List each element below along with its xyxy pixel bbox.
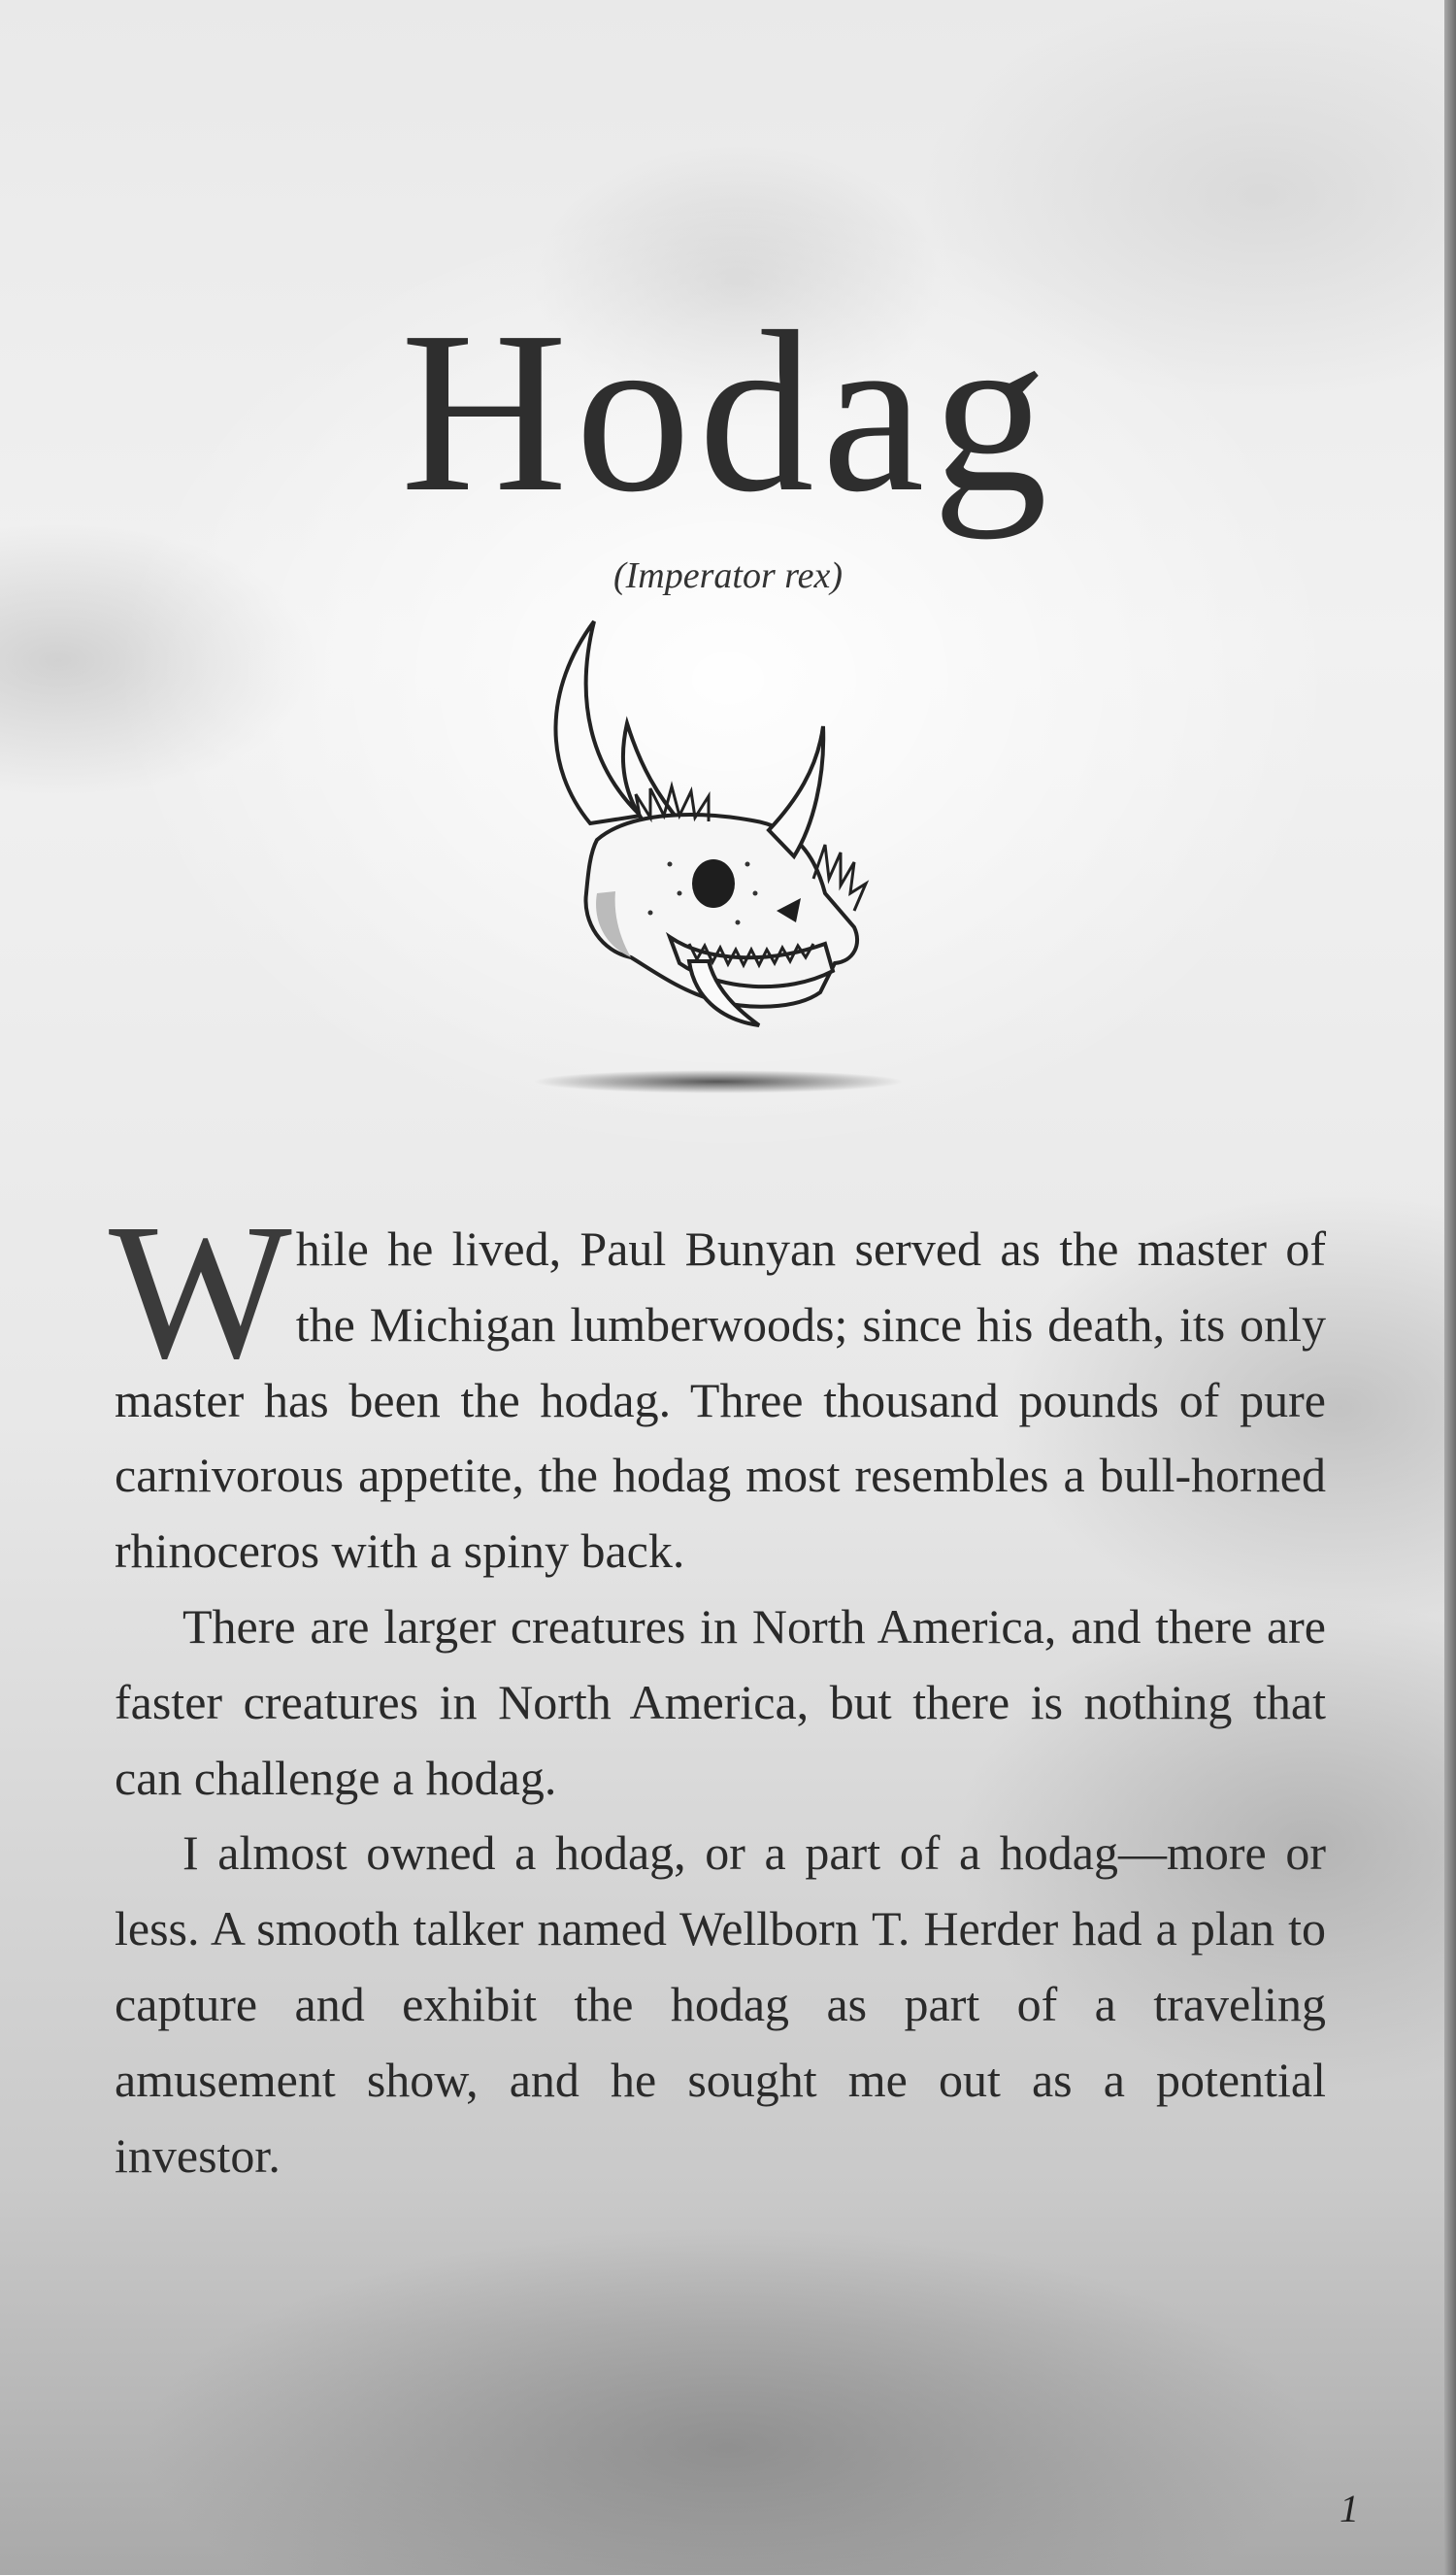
body-text [109,1185,1326,2193]
paragraph-3: I almost owned a hodag, or a part of a hodag—more or less. A smooth talker named Wellborn T. Herder had a plan to capture and exhibit the hodag as part of a traveling amusement show, and he sought me out as a potential investor. [115,1825,1326,2183]
drop-cap: W [109,1185,292,1399]
chapter-title: Hodag [400,284,1056,540]
horned-skull-icon [505,602,932,1107]
paragraph-2: There are larger creatures in North America, and there are faster creatures in North America, but there is nothing that can challenge a hodag. [115,1598,1326,1805]
page-number: 1 [1340,2487,1359,2530]
scientific-name: (Imperator rex) [612,555,843,596]
paragraph-1 [109,1185,1326,1589]
paragraph-1-text: hile he lived, Paul Bunyan served as the master of the Michigan lumberwoods; since his death, its only master has been the hodag. Three thousand pounds of pure carnivorous appetite, the hodag most resembles a bull-horned rhinoceros with a spiny back. [115,1221,1326,1579]
